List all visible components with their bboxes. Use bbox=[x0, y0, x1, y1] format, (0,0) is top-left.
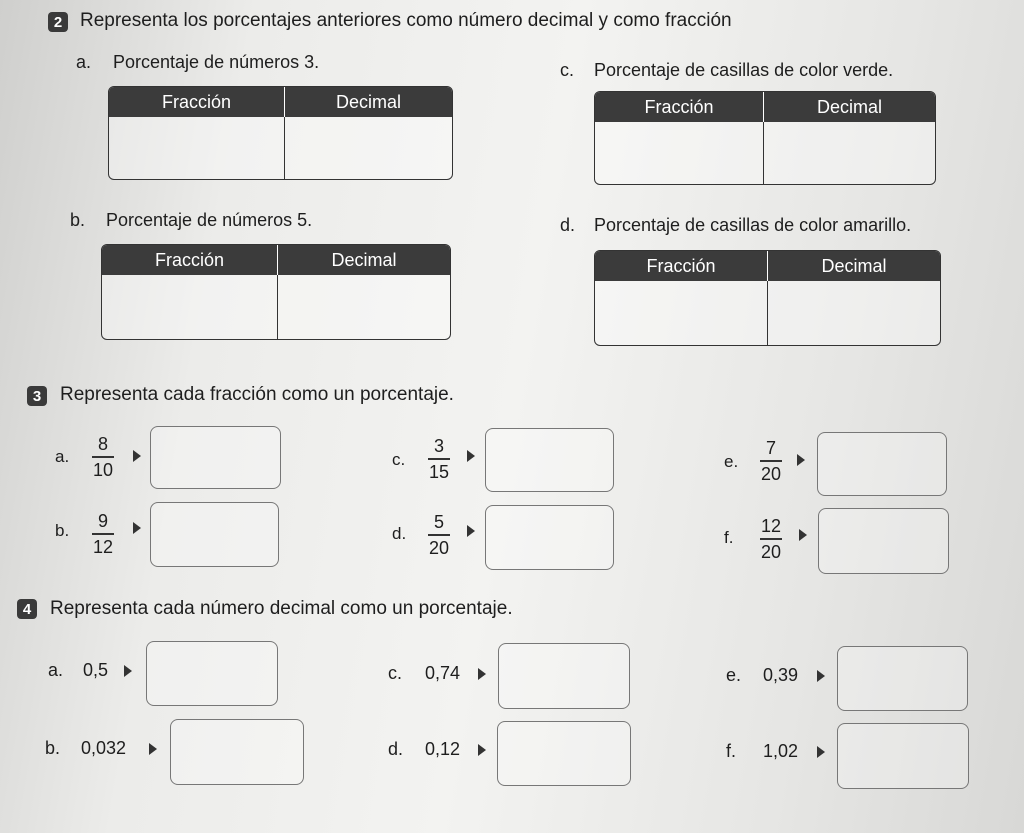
ex4-c-answer-box[interactable] bbox=[498, 643, 630, 709]
ex3-c-answer-box[interactable] bbox=[485, 428, 614, 492]
ex2-d-fraction-cell[interactable] bbox=[595, 281, 768, 345]
ex2-d-label: Porcentaje de casillas de color amarillo. bbox=[594, 215, 912, 235]
ex4-b-arrow-icon bbox=[149, 743, 157, 755]
ex4-a-letter: a. bbox=[48, 660, 64, 680]
ex3-c-fraction bbox=[428, 436, 450, 482]
ex2-b-decimal-cell[interactable] bbox=[278, 275, 450, 339]
exercise-2-title: Representa los porcentajes anteriores como número decimal y como fracción bbox=[80, 10, 732, 31]
ex4-f-answer-box[interactable] bbox=[837, 723, 969, 789]
ex4-f-value: 1,02 bbox=[763, 741, 799, 761]
ex4-b-answer-box[interactable] bbox=[170, 719, 304, 785]
ex4-a-value: 0,5 bbox=[83, 660, 109, 680]
exercise-3-badge: 3 bbox=[27, 386, 47, 406]
ex3-a-letter: a. bbox=[55, 447, 70, 466]
ex4-b-value: 0,032 bbox=[81, 738, 127, 758]
ex3-f-denominator: 20 bbox=[760, 541, 782, 562]
ex3-e-numerator: 7 bbox=[765, 438, 776, 458]
ex3-d-fraction bbox=[428, 512, 450, 558]
ex3-d-letter: d. bbox=[392, 524, 407, 543]
ex3-c-numerator: 3 bbox=[433, 436, 444, 456]
ex2-d-decimal-cell[interactable] bbox=[768, 281, 940, 345]
ex2-b-label: Porcentaje de números 5. bbox=[106, 210, 313, 230]
ex2-c-decimal-header: Decimal bbox=[764, 92, 935, 122]
ex2-d-fraction-header: Fracción bbox=[595, 251, 768, 281]
ex4-d-value: 0,12 bbox=[425, 739, 461, 759]
ex2-a-fraction-header: Fracción bbox=[109, 87, 285, 117]
ex2-a-letter: a. bbox=[76, 52, 92, 72]
ex2-b-fraction-cell[interactable] bbox=[102, 275, 278, 339]
ex4-d-answer-box[interactable] bbox=[497, 721, 631, 786]
ex4-d-letter: d. bbox=[388, 739, 404, 759]
ex2-d-decimal-header: Decimal bbox=[768, 251, 940, 281]
ex2-d-table bbox=[594, 250, 941, 346]
ex3-f-answer-box[interactable] bbox=[818, 508, 949, 574]
ex3-d-numerator: 5 bbox=[433, 512, 444, 532]
ex3-b-letter: b. bbox=[55, 521, 70, 540]
ex3-a-numerator: 8 bbox=[97, 434, 108, 454]
exercise-3-title: Representa cada fracción como un porcentaje. bbox=[60, 384, 454, 405]
ex3-b-denominator: 12 bbox=[92, 536, 114, 557]
ex3-e-answer-box[interactable] bbox=[817, 432, 947, 496]
ex3-d-denominator: 20 bbox=[428, 537, 450, 558]
ex2-c-letter: c. bbox=[560, 60, 575, 80]
exercise-4-title: Representa cada número decimal como un porcentaje. bbox=[50, 598, 513, 619]
ex3-c-letter: c. bbox=[392, 450, 406, 469]
ex3-b-fraction bbox=[92, 511, 114, 557]
ex4-d-arrow-icon bbox=[478, 744, 486, 756]
ex3-a-arrow-icon bbox=[133, 450, 141, 462]
ex4-f-arrow-icon bbox=[817, 746, 825, 758]
ex3-d-answer-box[interactable] bbox=[485, 505, 614, 570]
ex3-f-fraction bbox=[760, 516, 782, 562]
ex3-a-fraction bbox=[92, 434, 114, 480]
ex3-e-denominator: 20 bbox=[760, 463, 782, 484]
exercise-4-badge: 4 bbox=[17, 599, 37, 619]
ex4-b-letter: b. bbox=[45, 738, 61, 758]
ex2-a-fraction-cell[interactable] bbox=[109, 117, 285, 179]
ex2-c-fraction-header: Fracción bbox=[595, 92, 764, 122]
ex3-f-arrow-icon bbox=[799, 529, 807, 541]
ex2-a-table bbox=[108, 86, 453, 180]
ex2-d-letter: d. bbox=[560, 215, 576, 235]
ex4-c-letter: c. bbox=[388, 663, 403, 683]
ex2-b-letter: b. bbox=[70, 210, 86, 230]
ex2-a-label: Porcentaje de números 3. bbox=[113, 52, 320, 72]
ex4-c-arrow-icon bbox=[478, 668, 486, 680]
ex3-c-denominator: 15 bbox=[428, 461, 450, 482]
ex4-a-arrow-icon bbox=[124, 665, 132, 677]
ex3-d-arrow-icon bbox=[467, 525, 475, 537]
ex4-a-answer-box[interactable] bbox=[146, 641, 278, 706]
ex4-c-value: 0,74 bbox=[425, 663, 461, 683]
ex2-a-decimal-header: Decimal bbox=[285, 87, 452, 117]
ex3-e-fraction bbox=[760, 438, 782, 484]
ex3-e-arrow-icon bbox=[797, 454, 805, 466]
ex4-e-letter: e. bbox=[726, 665, 742, 685]
ex4-e-answer-box[interactable] bbox=[837, 646, 968, 711]
exercise-2-badge: 2 bbox=[48, 12, 68, 32]
ex2-a-decimal-cell[interactable] bbox=[285, 117, 452, 179]
ex2-b-fraction-header: Fracción bbox=[102, 245, 278, 275]
ex3-b-answer-box[interactable] bbox=[150, 502, 279, 567]
ex3-b-numerator: 9 bbox=[97, 511, 108, 531]
ex2-c-table bbox=[594, 91, 936, 185]
ex3-f-letter: f. bbox=[724, 528, 734, 547]
ex2-c-fraction-cell[interactable] bbox=[595, 122, 764, 184]
ex3-a-answer-box[interactable] bbox=[150, 426, 281, 489]
ex2-b-table bbox=[101, 244, 451, 340]
ex4-e-value: 0,39 bbox=[763, 665, 799, 685]
ex4-f-letter: f. bbox=[726, 741, 737, 761]
ex2-c-label: Porcentaje de casillas de color verde. bbox=[594, 60, 894, 80]
ex3-c-arrow-icon bbox=[467, 450, 475, 462]
ex3-b-arrow-icon bbox=[133, 522, 141, 534]
ex3-a-denominator: 10 bbox=[92, 459, 114, 480]
ex3-f-numerator: 12 bbox=[760, 516, 782, 536]
ex4-e-arrow-icon bbox=[817, 670, 825, 682]
ex2-c-decimal-cell[interactable] bbox=[764, 122, 935, 184]
ex2-b-decimal-header: Decimal bbox=[278, 245, 450, 275]
ex3-e-letter: e. bbox=[724, 452, 739, 471]
